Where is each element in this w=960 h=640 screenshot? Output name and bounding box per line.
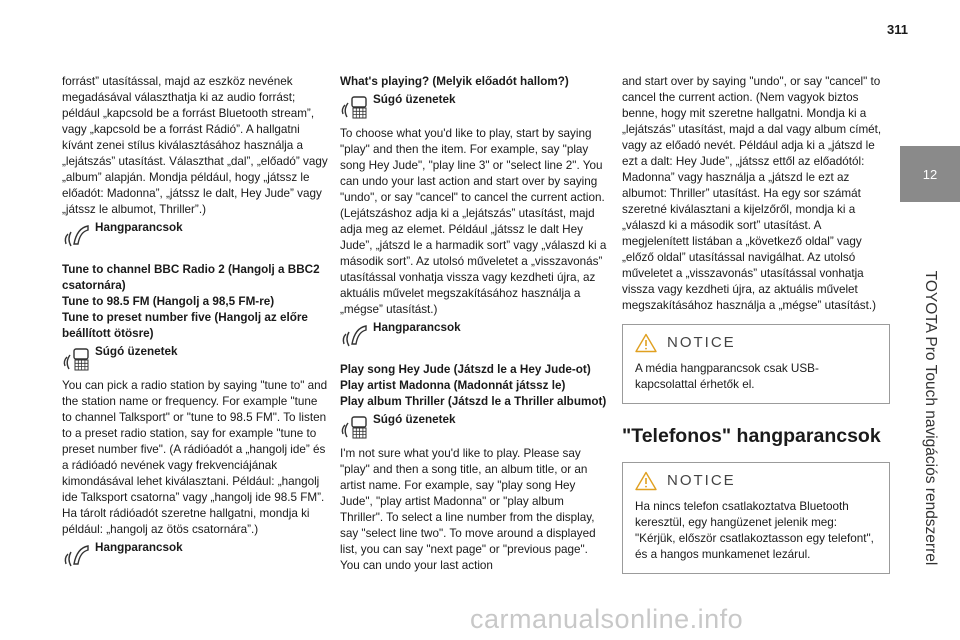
notice-box bbox=[622, 462, 890, 574]
icon-label: Hangparancsok bbox=[373, 321, 461, 334]
paragraph: You can pick a radio station by saying "tune to" and the station name or frequency. For example "tune to channel Talksport" or "tune to 98.5 FM". To listen to a preset radio station, say for example "tune to preset number five". (A rádióadót a „hangolj ide” és a rádióadó nevének vagy frekvenciájának kimondásával lehet kiválasztani. Például: „hangolj ide Talksport csatorna” vagy „hangolj ide 98.5 FM”. Ha tárolt rádióadót szeretne hallgatni, mondja ki például: „hangolj az ötös csatornára”.) bbox=[62, 379, 328, 536]
help-messages-row bbox=[62, 344, 330, 372]
notice-box bbox=[622, 324, 890, 404]
notice-title: NOTICE bbox=[667, 334, 736, 351]
voice-command-icon bbox=[62, 542, 92, 568]
help-messages-row bbox=[340, 412, 608, 440]
section-heading: "Telefonos" hangparancsok bbox=[622, 425, 881, 447]
chapter-title: TOYOTA Pro Touch navigációs rendszerrel bbox=[922, 270, 939, 566]
help-message-icon bbox=[62, 346, 92, 372]
notice-text: Ha nincs telefon csatlakoztatva Bluetooth keresztül, egy hangüzenet jelenik meg: "Kérjük, először csatlakoztasson egy telefont", és a hangos munkamenet lezárul. bbox=[635, 500, 874, 561]
column-3 bbox=[622, 74, 890, 584]
chapter-number: 12 bbox=[922, 166, 938, 182]
icon-label: Súgó üzenetek bbox=[95, 345, 178, 358]
paragraph: I'm not sure what you'd like to play. Please say "play" and then a song title, an album title, or an artist name. For example, say "play song Hey Jude", "play artist Madonna" or "play album Thriller". To select a line number from the display, say "select line two". To move around a displayed list, you can say "next page" or "previous page". You can undo your last action bbox=[340, 447, 596, 572]
icon-label: Hangparancsok bbox=[95, 221, 183, 234]
paragraph: forrást” utasítással, majd az eszköz nevének megadásával választhatja ki az audio forrást; például „kapcsold be a forrást Bluetooth stream”, vagy „kapcsold be a forrást Rádió”. A hallgatni kívánt zenei stílus kiválasztásához használja a „lejátszás” utasítást. Választhat „dal”, „előadó” vagy „album” alapján. Mondja például, hogy „játssz le előadót: Madonna”, „játssz le dalt, Hey Jude” vagy „játssz le albumot, Thriller”.) bbox=[62, 75, 328, 216]
watermark: carmanualsonline.info bbox=[470, 604, 744, 634]
chapter-tab bbox=[900, 146, 960, 202]
page-number: 311 bbox=[887, 22, 908, 37]
notice-header bbox=[635, 471, 877, 491]
icon-label: Hangparancsok bbox=[95, 541, 183, 554]
command-heading: What's playing? (Melyik előadót hallom?) bbox=[340, 75, 569, 88]
command-text: Play album Thriller (Játszd le a Thriller albumot) bbox=[340, 395, 607, 408]
paragraph: and start over by saying "undo", or say "cancel" to cancel the current action. (Nem vagyok biztos benne, hogy mit szeretne hallgatni. Mondja ki a „lejátszás” utasítást, majd a dal vagy album címét, vagy az előadó nevét. Például adja ki a „játszd le ezt a dalt: Hey Jude”, „játssz ettől az előadótól: Madonna” vagy használja a „játszd le ezt az albumot: Thriller” utasítást. Ha egy sor számát szeretné kiválasztani a kijelzőről, mondja ki a „válaszd ki a második sort” utasítást. A megjelenített listában a „következő oldal” vagy „előző oldal” utasítással navigálhat. Az utolsó műveletet a „visszavonás” utasítással vonhatja vissza vagy kezdheti újra, az aktuális művelet megszakításához használja a „mégse” utasítást.) bbox=[622, 75, 882, 312]
help-messages-row bbox=[340, 92, 608, 120]
voice-commands-row bbox=[62, 220, 330, 248]
warning-triangle-icon bbox=[635, 333, 657, 353]
icon-label: Súgó üzenetek bbox=[373, 93, 456, 106]
command-text: Tune to 98.5 FM (Hangolj a 98,5 FM-re) bbox=[62, 295, 275, 308]
paragraph: To choose what you'd like to play, start by saying "play" and then the item. For example, say "play song Hey Jude", "play line 3" or "select line 2". You can undo your last action and start over by saying "undo", or say "cancel" to cancel the current action. (Lejátszáshoz adja ki a „lejátszás” utasítást, majd adja meg az elemet. Például „játssz le dalt Hey Jude”, „játszd le a harmadik sort” vagy „válaszd ki a második sort”. Az utolsó műveletet a „visszavonás” utasítással vonhatja vissza vagy kezdheti újra, az aktuális művelet megszakításához használja a „mégse” utasítást.) bbox=[340, 127, 607, 316]
warning-triangle-icon bbox=[635, 471, 657, 491]
help-message-icon bbox=[340, 414, 370, 440]
voice-command-icon bbox=[62, 222, 92, 248]
command-text: Tune to channel BBC Radio 2 (Hangolj a BBC2 csatornára) bbox=[62, 263, 320, 292]
command-text: Play song Hey Jude (Játszd le a Hey Jude-ot) bbox=[340, 363, 591, 376]
notice-title: NOTICE bbox=[667, 472, 736, 489]
voice-commands-row bbox=[62, 540, 330, 568]
icon-label: Súgó üzenetek bbox=[373, 413, 456, 426]
help-message-icon bbox=[340, 94, 370, 120]
column-1 bbox=[62, 74, 330, 574]
notice-header bbox=[635, 333, 877, 353]
voice-commands-row bbox=[340, 320, 608, 348]
column-2 bbox=[340, 74, 608, 574]
voice-command-icon bbox=[340, 322, 370, 348]
command-text: Play artist Madonna (Madonnát játssz le) bbox=[340, 379, 566, 392]
notice-text: A média hangparancsok csak USB-kapcsolattal érhetők el. bbox=[635, 362, 819, 391]
command-text: Tune to preset number five (Hangolj az előre beállított ötösre) bbox=[62, 311, 308, 340]
